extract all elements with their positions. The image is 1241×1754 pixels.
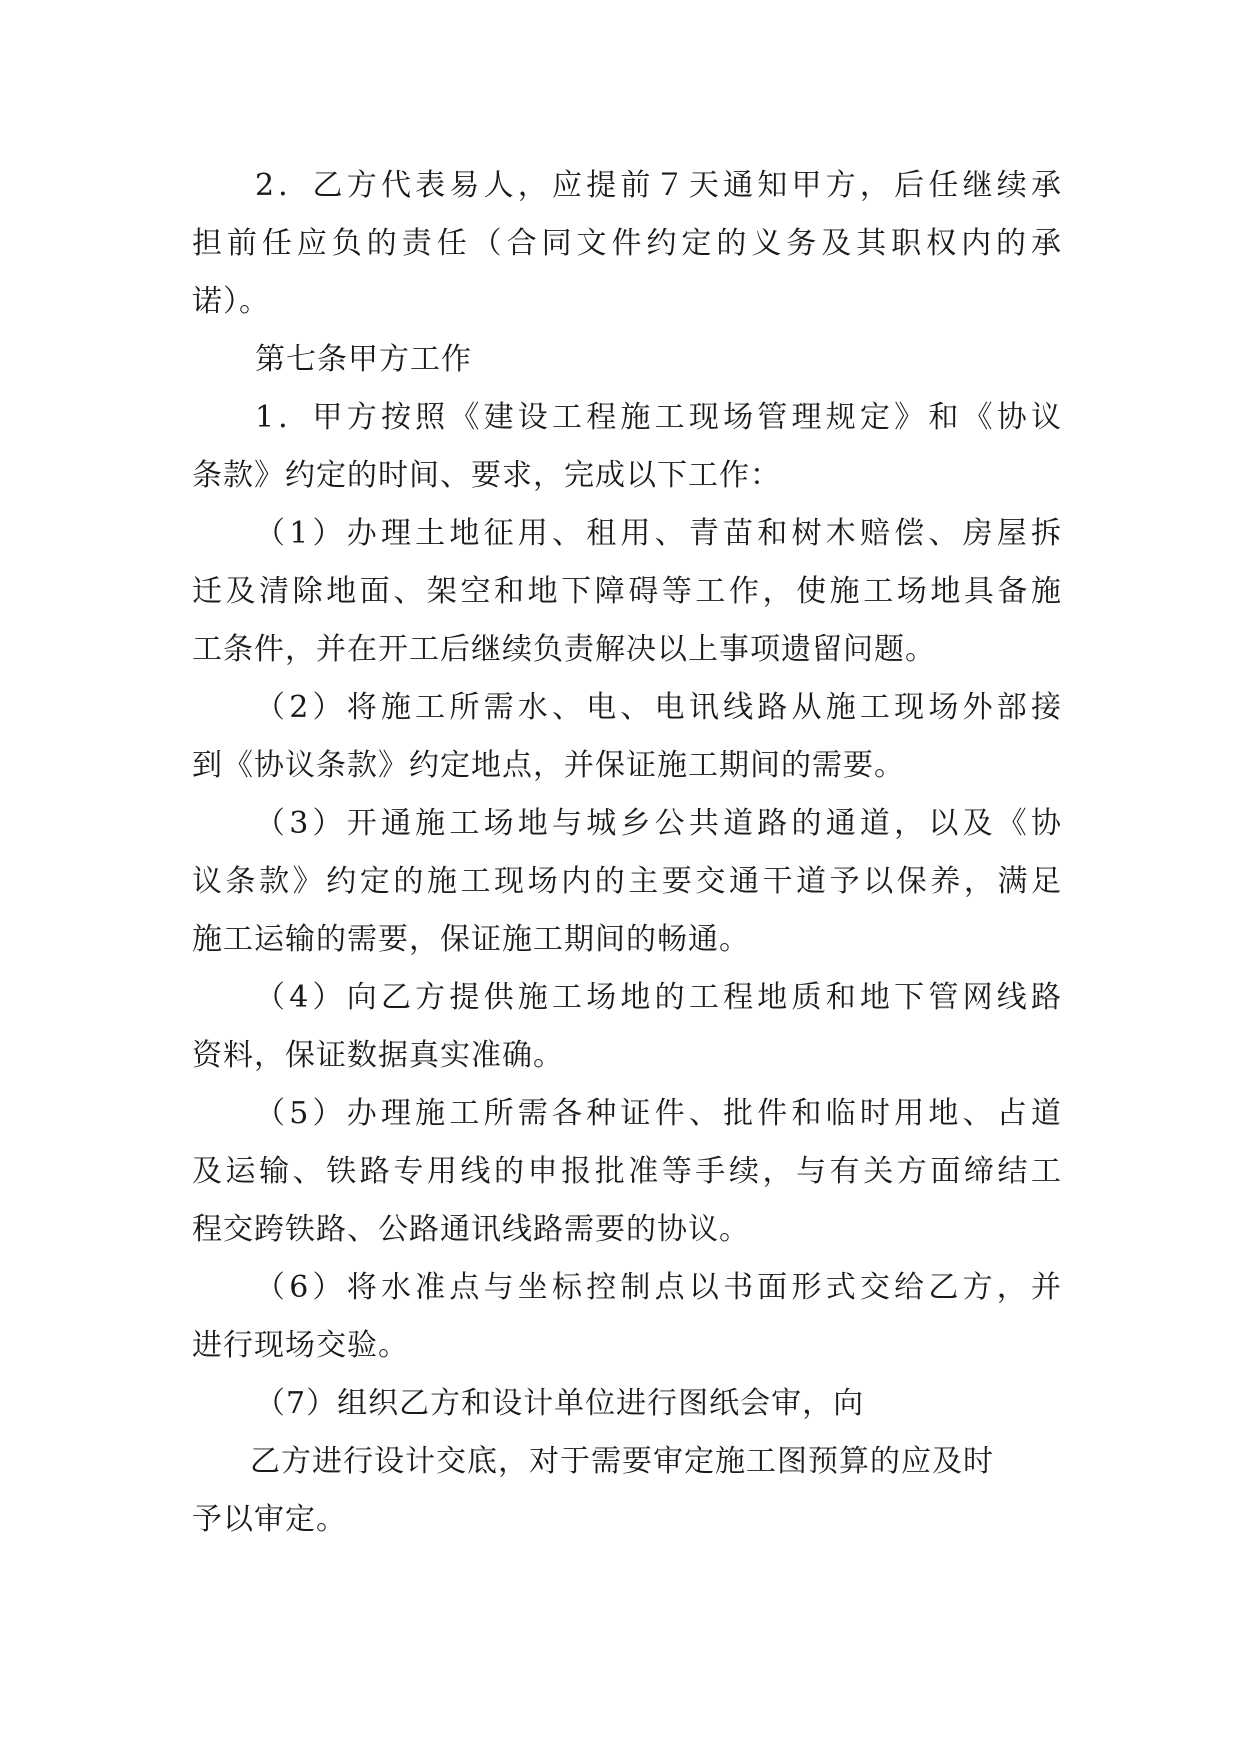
section-heading: 第七条甲方工作 bbox=[255, 342, 472, 377]
paragraph-line: 予以审定。 bbox=[192, 1502, 347, 1537]
paragraph-line: 担前任应负的责任（合同文件约定的义务及其职权内的承 bbox=[192, 226, 1062, 261]
paragraph-line: 迁及清除地面、架空和地下障碍等工作，使施工场地具备施 bbox=[192, 574, 1062, 609]
paragraph-line: 资料，保证数据真实准确。 bbox=[192, 1038, 564, 1073]
paragraph-line: 议条款》约定的施工现场内的主要交通干道予以保养，满足 bbox=[192, 864, 1062, 899]
paragraph-line: 到《协议条款》约定地点，并保证施工期间的需要。 bbox=[192, 748, 905, 783]
paragraph-line: 2．乙方代表易人，应提前７天通知甲方，后任继续承 bbox=[255, 168, 1062, 203]
paragraph-line: 诺）。 bbox=[192, 284, 270, 319]
paragraph-line: 及运输、铁路专用线的申报批准等手续，与有关方面缔结工 bbox=[192, 1154, 1062, 1189]
paragraph-line: （3）开通施工场地与城乡公共道路的通道，以及《协 bbox=[255, 806, 1062, 841]
paragraph-line: 工条件，并在开工后继续负责解决以上事项遗留问题。 bbox=[192, 632, 936, 667]
paragraph-line: （7）组织乙方和设计单位进行图纸会审，向 bbox=[255, 1386, 865, 1421]
paragraph-line: （6）将水准点与坐标控制点以书面形式交给乙方，并 bbox=[255, 1270, 1062, 1305]
paragraph-line: 乙方进行设计交底，对于需要审定施工图预算的应及时 bbox=[250, 1444, 994, 1479]
paragraph-line: （4）向乙方提供施工场地的工程地质和地下管网线路 bbox=[255, 980, 1062, 1015]
paragraph-line: （5）办理施工所需各种证件、批件和临时用地、占道 bbox=[255, 1096, 1062, 1131]
paragraph-line: 条款》约定的时间、要求，完成以下工作： bbox=[192, 458, 781, 493]
paragraph-line: （1）办理土地征用、租用、青苗和树木赔偿、房屋拆 bbox=[255, 516, 1062, 551]
paragraph-line: 1．甲方按照《建设工程施工现场管理规定》和《协议 bbox=[255, 400, 1062, 435]
paragraph-line: 进行现场交验。 bbox=[192, 1328, 409, 1363]
paragraph-line: （2）将施工所需水、电、电讯线路从施工现场外部接 bbox=[255, 690, 1062, 725]
paragraph-line: 施工运输的需要，保证施工期间的畅通。 bbox=[192, 922, 750, 957]
paragraph-line: 程交跨铁路、公路通讯线路需要的协议。 bbox=[192, 1212, 750, 1247]
